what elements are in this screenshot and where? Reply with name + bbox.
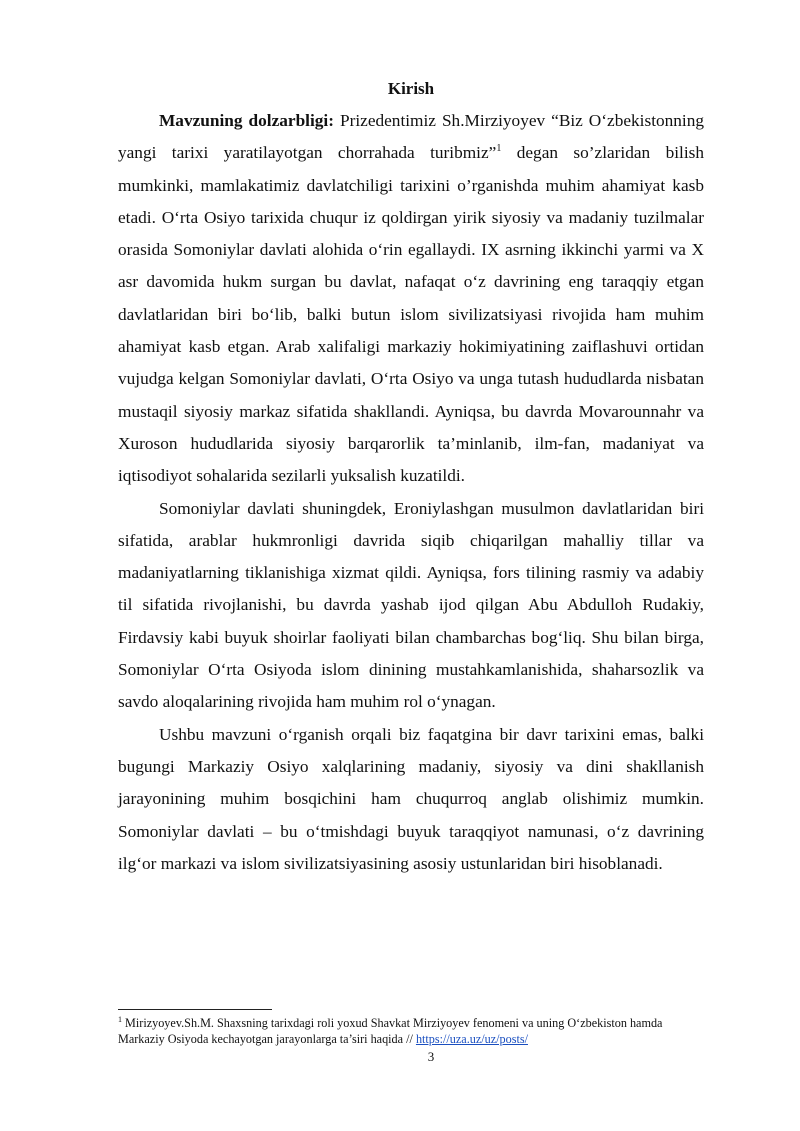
paragraph-relevance	[118, 105, 704, 493]
paragraph-samanids: Somoniylar davlati shuningdek, Eroniylashgan musulmon davlatlaridan biri sifatida, arablar hukmronligi davrida siqib chiqarilgan mahalliy tillar va madaniyatlarning tiklanishiga xizmat qildi. Ayniqsa, fors tilining rasmiy va adabiy til sifatida rivojlanishi, bu davrda yashab ijod qilgan Abu Abdulloh Rudakiy, Firdavsiy kabi buyuk shoirlar faoliyati bilan chambarchas bog‘liq. Shu bilan birga, Somoniylar O‘rta Osiyoda islom dinining mustahkamlanishida, shaharsozlik va savdo aloqalarining rivojida ham muhim rol o‘ynagan.	[118, 498, 704, 712]
paragraph-text: Prizedentimiz Sh.Mirziyoyev “Biz O‘zbekistonning yangi tarixi yaratilayotgan chorrahada turibmiz”	[118, 111, 704, 163]
footnote-marker: 1	[118, 1014, 122, 1024]
main-content	[118, 73, 704, 880]
paragraph-text: degan so’zlaridan bilish mumkinki, mamlakatimiz davlatchiligi tarixini o’rganishda muhim ahamiyat kasb etadi. O‘rta Osiyo tarixida chuqur iz qoldirgan yirik siyosiy va madaniy tuzilmalar orasida Somoniylar davlati alohida o‘rin egallaydi. IX asrning ikkinchi yarmi va X asr davomida hukm surgan bu davlat, nafaqat o‘z davrining eng taraqqiy etgan davlatlaridan biri bo‘lib, balki butun islom sivilizatsiyasi rivojida ham muhim ahamiyat kasb etgan. Arab xalifaligi markaziy hokimiyatining zaiflashuvi ortidan vujudga kelgan Somoniylar davlati, O‘rta Osiyo va unga tutash hududlarda nisbatan mustaqil siyosiy markaz sifatida shakllandi. Ayniqsa, bu davrda Movarounnahr va Xuroson hududlarida siyosiy barqarorlik ta’minlanib, ilm-fan, madaniyat va iqtisodiyot sohalarida sezilarli yuksalish kuzatildi.	[118, 143, 704, 486]
paragraph-conclusion: Ushbu mavzuni o‘rganish orqali biz faqatgina bir davr tarixini emas, balki bugungi Markaziy Osiyo xalqlarining madaniy, siyosiy va dini shakllanish jarayonining muhim bosqichini ham chuqurroq anglab olishimiz mumkin. Somoniylar davlati – bu o‘tmishdagi buyuk taraqqiyot namunasi, o‘z davrining ilg‘or markazi va islom sivilizatsiyasining asosiy ustunlaridan biri hisoblanadi.	[118, 724, 704, 873]
footnote-link[interactable]: https://uza.uz/uz/posts/	[415, 1032, 528, 1046]
footnote-reference[interactable]: 1	[496, 143, 502, 155]
footnote	[118, 1015, 708, 1047]
footnote-text: Mirizyoyev.Sh.M. Shaxsning tarixdagi roli yoxud Shavkat Mirziyoyev fenomeni va uning O‘zbekiston hamda Markaziy Osiyoda kechayotgan jarayonlarga ta’siri haqida //	[118, 1016, 663, 1046]
page-number: 3	[427, 1049, 435, 1064]
page-heading: Kirish	[387, 79, 435, 98]
footnote-divider	[118, 1009, 272, 1010]
relevance-lead: Mavzuning dolzarbligi:	[159, 111, 334, 130]
